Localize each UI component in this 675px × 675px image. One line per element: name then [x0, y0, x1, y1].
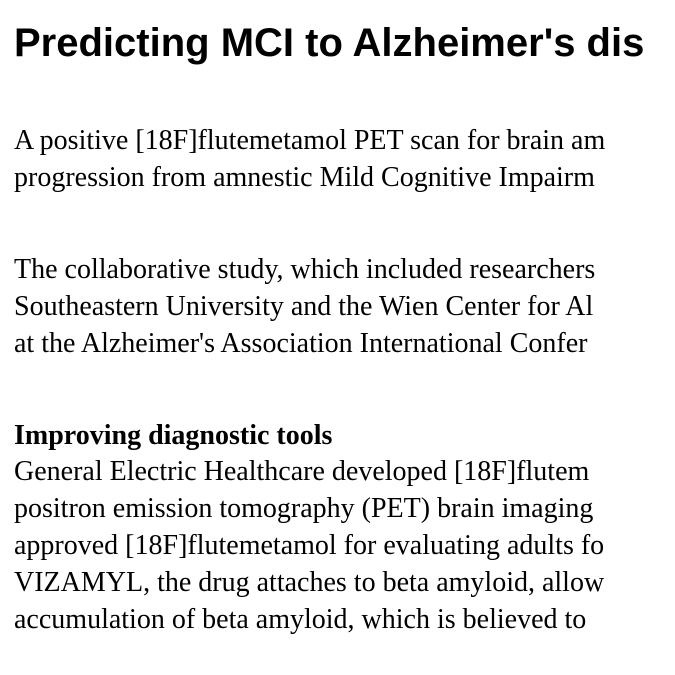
article-title: Predicting MCI to Alzheimer's dis: [14, 21, 645, 65]
section-line: General Electric Healthcare developed [18F]flutem: [14, 456, 590, 487]
section-heading: Improving diagnostic tools: [14, 420, 333, 451]
section-line: positron emission tomography (PET) brain imaging: [14, 493, 594, 524]
study-line: The collaborative study, which included researchers: [14, 254, 596, 285]
study-line: at the Alzheimer's Association International Confer: [14, 328, 588, 359]
section-paragraph: [14, 453, 604, 638]
study-paragraph: [14, 251, 595, 362]
section-line: accumulation of beta amyloid, which is believed to: [14, 604, 587, 635]
intro-paragraph: [14, 122, 605, 196]
study-line: Southeastern University and the Wien Center for Al: [14, 291, 594, 322]
section-line: VIZAMYL, the drug attaches to beta amyloid, allow: [14, 567, 605, 598]
section-line: approved [18F]flutemetamol for evaluating adults fo: [14, 530, 605, 561]
intro-line: A positive [18F]flutemetamol PET scan for brain am: [14, 125, 606, 156]
intro-line: progression from amnestic Mild Cognitive Impairm: [14, 162, 595, 193]
